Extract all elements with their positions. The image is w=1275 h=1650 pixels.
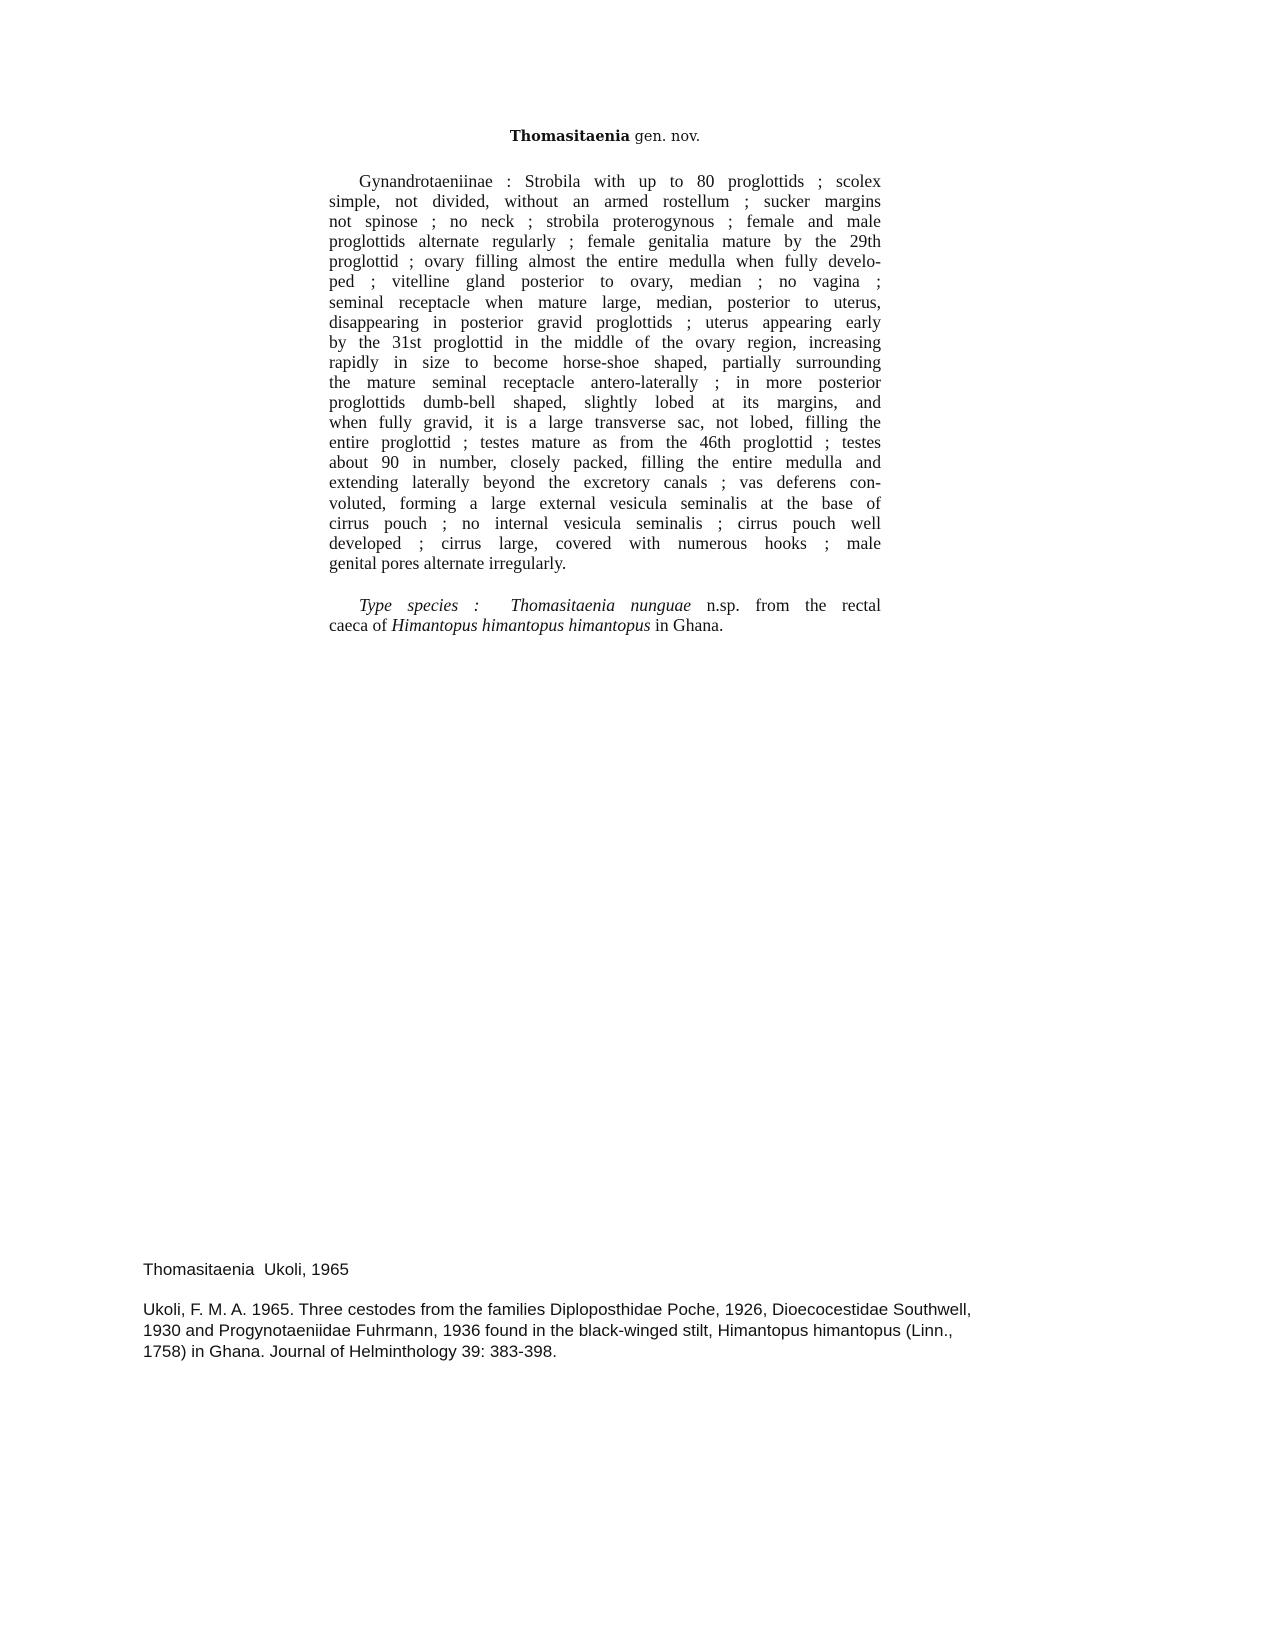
type-species-paragraph	[329, 595, 881, 635]
host-name: Himantopus himantopus himantopus	[391, 615, 651, 636]
description-line: about 90 in number, closely packed, filling the entire medulla and	[329, 452, 881, 473]
reference-line: 1930 and Progynotaeniidae Fuhrmann, 1936 found in the black-winged stilt, Himantopus himantopus (Linn.,	[143, 1321, 953, 1340]
description-line: proglottid ; ovary filling almost the entire medulla when fully develo-	[329, 251, 881, 272]
genus-name: Thomasitaenia	[509, 128, 630, 145]
description-line: Gynandrotaeniinae : Strobila with up to 80 proglottids ; scolex	[359, 171, 881, 191]
description-line: cirrus pouch ; no internal vesicula seminalis ; cirrus pouch well	[329, 512, 881, 533]
reference	[143, 1299, 1123, 1362]
section-title	[329, 128, 881, 145]
type-species-line-2	[329, 615, 881, 635]
description-line: when fully gravid, it is a large transverse sac, not lobed, filling the	[329, 412, 881, 433]
reference-line: Ukoli, F. M. A. 1965. Three cestodes from the families Diploposthidae Poche, 1926, Dioecocestidae Southwell,	[143, 1300, 972, 1319]
description-line: entire proglottid ; testes mature as from the 46th proglottid ; testes	[329, 432, 881, 453]
description-line: genital pores alternate irregularly.	[329, 552, 567, 573]
description-line: seminal receptacle when mature large, median, posterior to uterus,	[329, 291, 881, 312]
type-species-origin: n.sp. from the rectal	[706, 595, 881, 615]
description-line: ped ; vitelline gland posterior to ovary, median ; no vagina ;	[329, 271, 881, 292]
description-line: rapidly in size to become horse-shoe shaped, partially surrounding	[329, 351, 881, 372]
description-line: simple, not divided, without an armed rostellum ; sucker margins	[329, 191, 881, 212]
description-line: disappearing in posterior gravid proglottids ; uterus appearing early	[329, 311, 881, 332]
description-line: voluted, forming a large external vesicula seminalis at the base of	[329, 492, 881, 513]
genus-description	[329, 171, 881, 573]
type-species-name: Thomasitaenia nunguae	[510, 595, 692, 615]
description-line: proglottids dumb-bell shaped, slightly lobed at its margins, and	[329, 392, 881, 413]
description-line: extending laterally beyond the excretory canals ; vas deferens con-	[329, 472, 881, 493]
description-line: proglottids alternate regularly ; female genitalia mature by the 29th	[329, 231, 881, 252]
type-species-label: Type species :	[359, 595, 480, 615]
description-line: the mature seminal receptacle antero-laterally ; in more posterior	[329, 371, 881, 392]
reference-line: 1758) in Ghana. Journal of Helminthology 39: 383-398.	[143, 1342, 557, 1361]
description-line: not spinose ; no neck ; strobila proterogynous ; female and male	[329, 211, 881, 232]
locality: in Ghana.	[654, 615, 724, 636]
description-line: by the 31st proglottid in the middle of the ovary region, increasing	[329, 331, 881, 352]
caption: Thomasitaenia Ukoli, 1965	[143, 1260, 350, 1279]
genus-status: gen. nov.	[634, 129, 701, 145]
description-line: developed ; cirrus large, covered with numerous hooks ; male	[329, 532, 881, 553]
host-site: caeca of	[329, 615, 388, 636]
type-species-line-1	[329, 595, 881, 615]
